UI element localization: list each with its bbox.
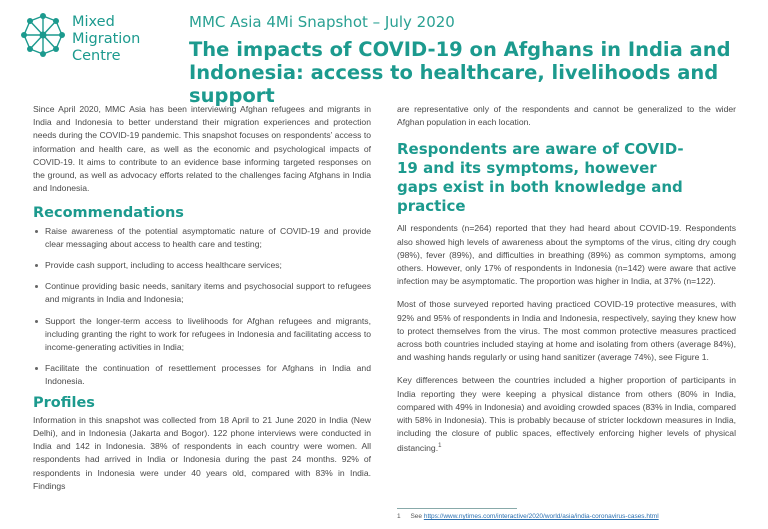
intro-paragraph: Since April 2020, MMC Asia has been interviewing Afghan refugees and migrants in India and Indonesia to better understand their migration experiences and protection needs during the COVID-19 pandemic. This snapshot focuses on respondents’ access to information and health care, as well as the economic and psychological impacts of COVID-19. It aims to contribute to an evidence base informing targeted responses on the ground, as well as advocacy efforts related to the challenges facing Afghans in India and Indonesia. bbox=[33, 104, 371, 194]
key-differences-paragraph bbox=[397, 374, 736, 455]
recommendation-item: Raise awareness of the potential asymptomatic nature of COVID-19 and provide clear messaging about access to health care and testing; bbox=[33, 225, 371, 251]
mmc-logo bbox=[20, 10, 170, 80]
snapshot-kicker: MMC Asia 4Mi Snapshot – July 2020 bbox=[189, 13, 455, 31]
footnote-divider bbox=[397, 508, 517, 509]
footnote-ref: 1 bbox=[438, 443, 442, 450]
recommendation-item: Continue providing basic needs, sanitary items and psychosocial support to refugees and migrants in India and Indonesia; bbox=[33, 280, 371, 306]
recommendation-item: Support the longer-term access to livelihoods for Afghan refugees and migrants, including granting the right to work for refugees in Indonesia and facilitating access to income-generating activities in India; bbox=[33, 315, 371, 355]
mmc-logo-icon bbox=[20, 12, 66, 58]
recommendation-item: Facilitate the continuation of resettlement processes for Afghans in India and Indonesia. bbox=[33, 362, 371, 388]
logo-line-2: Migration bbox=[72, 31, 141, 47]
profiles-paragraph: Information in this snapshot was collected from 18 April to 21 June 2020 in India (New Delhi), and in Indonesia (Jakarta and Bogor). 122 phone interviews were conducted in India and 142 in Indonesia. 38% of respondents in each country were women. All respondents had arrived in India or Indonesia during the past 24 months. 92% of respondents in Indonesia were under 40 years old, compared with 83% in India. Findings bbox=[33, 414, 371, 491]
recommendations-list bbox=[33, 225, 371, 389]
footnote-number: 1 bbox=[397, 513, 401, 520]
awareness-paragraph: All respondents (n=264) reported that they had heard about COVID-19. Respondents also showed high levels of awareness about the symptoms of the virus, citing dry cough (98%), fever (89%), and difficulties in breathing (89%) as common symptoms, among others. However, only 17% of respondents in Indonesia (n=142) were aware that active infection may be asymptomatic. The proportion was higher in India, at 37% (n=122). bbox=[397, 223, 736, 287]
section-heading: Respondents are aware of COVID-19 and its symptoms, however gaps exist in both knowledge and practice bbox=[397, 140, 684, 216]
logo-line-1: Mixed bbox=[72, 14, 115, 30]
recommendations-heading: Recommendations bbox=[33, 205, 184, 222]
footnote-prefix: See bbox=[410, 513, 423, 520]
left-column bbox=[33, 103, 371, 493]
footnote-link[interactable]: https://www.nytimes.com/interactive/2020/world/asia/india-coronavirus-cases.html bbox=[423, 513, 659, 520]
logo-line-3: Centre bbox=[72, 48, 121, 64]
recommendation-item: Provide cash support, including to access healthcare services; bbox=[33, 259, 371, 272]
continuation-paragraph: are representative only of the respondents and cannot be generalized to the wider Afghan population in each location. bbox=[397, 104, 736, 128]
protective-measures-paragraph: Most of those surveyed reported having practiced COVID-19 protective measures, with 92% and 95% of respondents in India and Indonesia, respectively, saying they knew how to protect themselves from the virus. The most common protective measures practiced across both countries included staying at home and isolating from others (average 84%), and washing hands regularly or using hand sanitizer (average 74%), see Figure 1. bbox=[397, 299, 736, 363]
key-differences-text: Key differences between the countries included a higher proportion of participants in India reporting they were keeping a physical distance from others (80% in India, compared with 49% in Indonesia) and avoiding crowded spaces (83% in India, compared with 58% in Indonesia). This is probably because of stricter lockdown measures in India, including the closure of public spaces, effectively enforcing higher levels of physical distancing. bbox=[397, 375, 736, 454]
right-column bbox=[397, 103, 736, 456]
profiles-heading: Profiles bbox=[33, 394, 95, 411]
footnote bbox=[397, 513, 659, 520]
logo-wordmark bbox=[72, 14, 140, 65]
page-title: The impacts of COVID-19 on Afghans in India and Indonesia: access to healthcare, livelihoods and support bbox=[189, 38, 731, 107]
